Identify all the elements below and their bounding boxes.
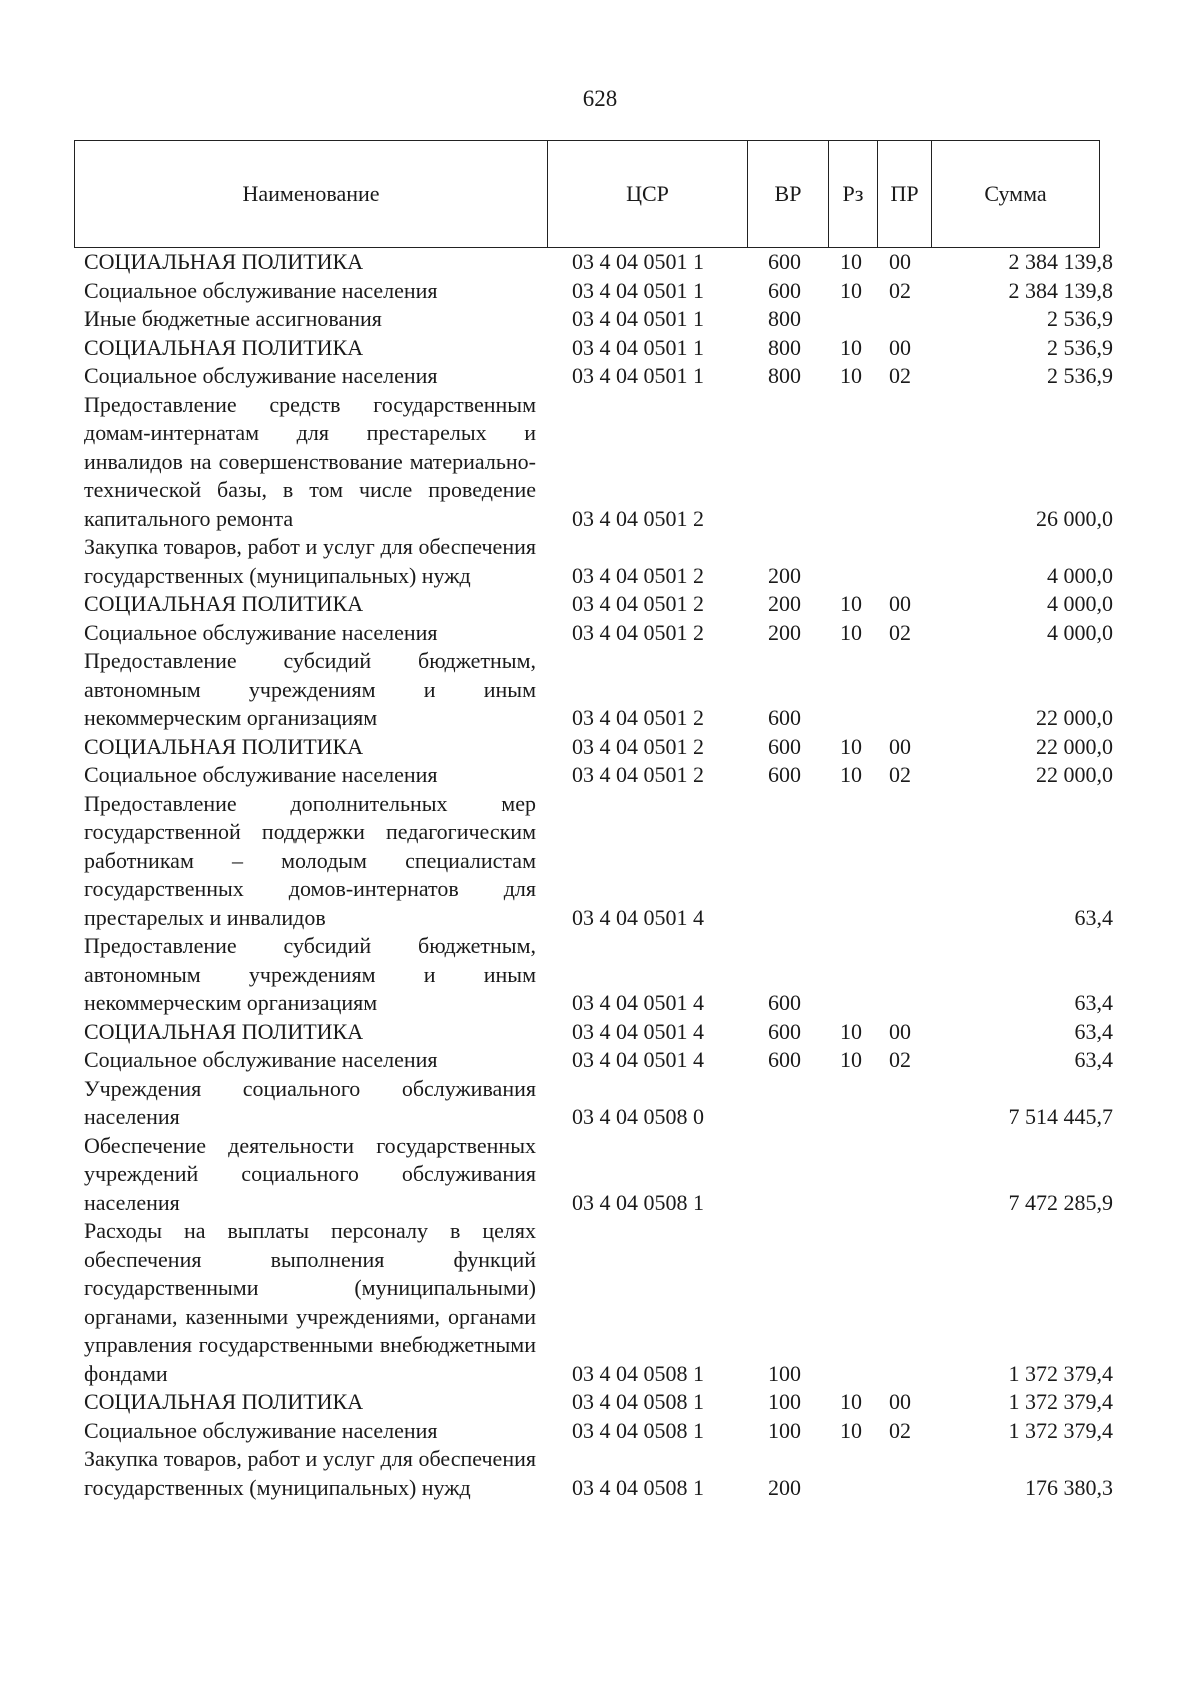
row-sum: 4 000,0 (1047, 591, 1113, 616)
row-sum: 2 384 139,8 (1008, 249, 1113, 274)
page-number: 628 (582, 86, 618, 111)
row-pr: 02 (889, 363, 911, 388)
row-csr: 03 4 04 0501 2 (572, 591, 704, 616)
row-name: Закупка товаров, работ и услуг для обеспечения государственных (муниципальных) нужд (84, 1446, 536, 1500)
row-name: Закупка товаров, работ и услуг для обеспечения государственных (муниципальных) нужд (84, 534, 536, 588)
row-rz: 10 (840, 1389, 862, 1414)
row-pr: 02 (889, 1047, 911, 1072)
row-csr: 03 4 04 0501 1 (572, 306, 704, 331)
row-sum: 2 536,9 (1047, 306, 1113, 331)
table-row (0, 932, 1200, 1018)
row-sum: 7 514 445,7 (1008, 1104, 1113, 1129)
header-csr: ЦСР (547, 141, 747, 247)
row-csr: 03 4 04 0501 2 (572, 733, 704, 759)
row-name: Социальное обслуживание населения (84, 619, 438, 645)
row-vr: 200 (768, 562, 801, 588)
row-sum: 26 000,0 (1036, 505, 1113, 531)
row-name: СОЦИАЛЬНАЯ ПОЛИТИКА (84, 334, 364, 360)
row-name: Социальное обслуживание населения (84, 1047, 438, 1072)
table-body (0, 248, 1200, 1502)
row-sum: 7 472 285,9 (1008, 1189, 1113, 1215)
row-vr: 600 (768, 249, 801, 274)
row-rz: 10 (840, 249, 862, 274)
row-vr: 600 (768, 1018, 801, 1044)
row-name: Социальное обслуживание населения (84, 762, 438, 787)
row-name: СОЦИАЛЬНАЯ ПОЛИТИКА (84, 249, 364, 274)
table-row (0, 1417, 1200, 1446)
row-name: Предоставление субсидий бюджетным, автономным учреждениям и иным некоммерческим организациям (84, 648, 536, 730)
table-row (0, 391, 1200, 534)
row-name: СОЦИАЛЬНАЯ ПОЛИТИКА (84, 1018, 364, 1044)
row-sum: 1 372 379,4 (1008, 1389, 1113, 1414)
row-vr: 800 (768, 363, 801, 388)
row-csr: 03 4 04 0508 1 (572, 1189, 704, 1215)
row-pr: 02 (889, 619, 911, 645)
row-name: Социальное обслуживание населения (84, 363, 438, 388)
row-csr: 03 4 04 0501 4 (572, 990, 704, 1015)
row-sum: 4 000,0 (1047, 619, 1113, 645)
table-row (0, 647, 1200, 733)
table-row (0, 790, 1200, 933)
row-rz: 10 (840, 733, 862, 759)
header-sum: Сумма (931, 141, 1099, 247)
row-csr: 03 4 04 0501 4 (572, 1018, 704, 1044)
row-sum: 2 384 139,8 (1008, 277, 1113, 303)
table-row (0, 305, 1200, 334)
header-vr: ВР (747, 141, 828, 247)
row-sum: 2 536,9 (1047, 363, 1113, 388)
row-csr: 03 4 04 0501 1 (572, 249, 704, 274)
row-vr: 600 (768, 277, 801, 303)
row-name: Расходы на выплаты персоналу в целях обеспечения выполнения функций государственными (муниципальными) органами, казенными учреждениями, органами управления государственными внебюджетными фондами (84, 1218, 536, 1386)
row-vr: 200 (768, 591, 801, 616)
row-sum: 63,4 (1074, 1047, 1113, 1072)
table-row (0, 590, 1200, 619)
table-row (0, 334, 1200, 363)
row-csr: 03 4 04 0501 1 (572, 334, 704, 360)
table-header (74, 140, 1100, 248)
row-sum: 1 372 379,4 (1008, 1417, 1113, 1443)
row-rz: 10 (840, 762, 862, 787)
row-pr: 02 (889, 762, 911, 787)
row-sum: 176 380,3 (1025, 1474, 1113, 1500)
row-sum: 22 000,0 (1036, 705, 1113, 730)
row-csr: 03 4 04 0501 2 (572, 705, 704, 730)
row-vr: 600 (768, 705, 801, 730)
row-pr: 00 (889, 1389, 911, 1414)
table-row (0, 619, 1200, 648)
row-csr: 03 4 04 0508 1 (572, 1389, 704, 1414)
row-name: Предоставление субсидий бюджетным, автономным учреждениям и иным некоммерческим организациям (84, 933, 536, 1015)
row-name: Обеспечение деятельности государственных учреждений социального обслуживания населения (84, 1132, 536, 1215)
row-pr: 00 (889, 249, 911, 274)
table-row (0, 362, 1200, 391)
row-pr: 00 (889, 591, 911, 616)
row-vr: 800 (768, 334, 801, 360)
row-sum: 63,4 (1074, 904, 1113, 930)
table-row (0, 1046, 1200, 1075)
row-vr: 600 (768, 733, 801, 759)
row-name: Социальное обслуживание населения (84, 1417, 438, 1443)
row-name: Иные бюджетные ассигнования (84, 306, 382, 331)
header-name: Наименование (242, 181, 380, 206)
row-csr: 03 4 04 0501 2 (572, 562, 704, 588)
row-csr: 03 4 04 0508 0 (572, 1104, 704, 1129)
row-name: СОЦИАЛЬНАЯ ПОЛИТИКА (84, 1389, 364, 1414)
row-rz: 10 (840, 1417, 862, 1443)
table-row (0, 1132, 1200, 1218)
table-row (0, 1075, 1200, 1132)
row-pr: 02 (889, 1417, 911, 1443)
table-row (0, 733, 1200, 762)
row-name: СОЦИАЛЬНАЯ ПОЛИТИКА (84, 591, 364, 616)
row-sum: 1 372 379,4 (1008, 1360, 1113, 1386)
header-rz: Рз (828, 141, 877, 247)
row-sum: 22 000,0 (1036, 762, 1113, 787)
row-sum: 63,4 (1074, 1018, 1113, 1044)
row-vr: 200 (768, 1474, 801, 1500)
row-rz: 10 (840, 619, 862, 645)
header-pr: ПР (877, 141, 931, 247)
row-name: Предоставление средств государственным домам-интернатам для престарелых и инвалидов на совершенствование материально-технической базы, в том числе проведение капитального ремонта (84, 391, 536, 531)
row-rz: 10 (840, 363, 862, 388)
row-csr: 03 4 04 0508 1 (572, 1360, 704, 1386)
row-vr: 600 (768, 990, 801, 1015)
row-name: Социальное обслуживание населения (84, 277, 438, 303)
row-csr: 03 4 04 0501 4 (572, 904, 704, 930)
row-rz: 10 (840, 1047, 862, 1072)
row-sum: 4 000,0 (1047, 562, 1113, 588)
row-csr: 03 4 04 0501 2 (572, 505, 704, 531)
row-csr: 03 4 04 0501 2 (572, 762, 704, 787)
table-row (0, 277, 1200, 306)
row-name: Предоставление дополнительных мер государственной поддержки педагогическим работникам – молодым специалистам государственных домов-интернатов для престарелых и инвалидов (84, 790, 536, 930)
row-rz: 10 (840, 334, 862, 360)
table-row (0, 1217, 1200, 1388)
row-name: Учреждения социального обслуживания населения (84, 1075, 536, 1129)
row-rz: 10 (840, 1018, 862, 1044)
row-sum: 63,4 (1074, 990, 1113, 1015)
row-pr: 00 (889, 1018, 911, 1044)
table-row (0, 248, 1200, 277)
row-pr: 02 (889, 277, 911, 303)
table-row (0, 1018, 1200, 1047)
row-csr: 03 4 04 0501 4 (572, 1047, 704, 1072)
row-sum: 22 000,0 (1036, 733, 1113, 759)
row-vr: 600 (768, 762, 801, 787)
table-row (0, 1445, 1200, 1502)
table-row (0, 761, 1200, 790)
row-vr: 600 (768, 1047, 801, 1072)
row-csr: 03 4 04 0508 1 (572, 1474, 704, 1500)
table-row (0, 533, 1200, 590)
row-csr: 03 4 04 0501 1 (572, 363, 704, 388)
row-sum: 2 536,9 (1047, 334, 1113, 360)
row-vr: 100 (768, 1417, 801, 1443)
row-csr: 03 4 04 0501 1 (572, 277, 704, 303)
row-rz: 10 (840, 591, 862, 616)
row-vr: 200 (768, 619, 801, 645)
row-rz: 10 (840, 277, 862, 303)
row-name: СОЦИАЛЬНАЯ ПОЛИТИКА (84, 733, 364, 759)
row-pr: 00 (889, 733, 911, 759)
row-csr: 03 4 04 0501 2 (572, 619, 704, 645)
row-pr: 00 (889, 334, 911, 360)
row-csr: 03 4 04 0508 1 (572, 1417, 704, 1443)
row-vr: 800 (768, 306, 801, 331)
row-vr: 100 (768, 1360, 801, 1386)
row-vr: 100 (768, 1389, 801, 1414)
table-row (0, 1388, 1200, 1417)
